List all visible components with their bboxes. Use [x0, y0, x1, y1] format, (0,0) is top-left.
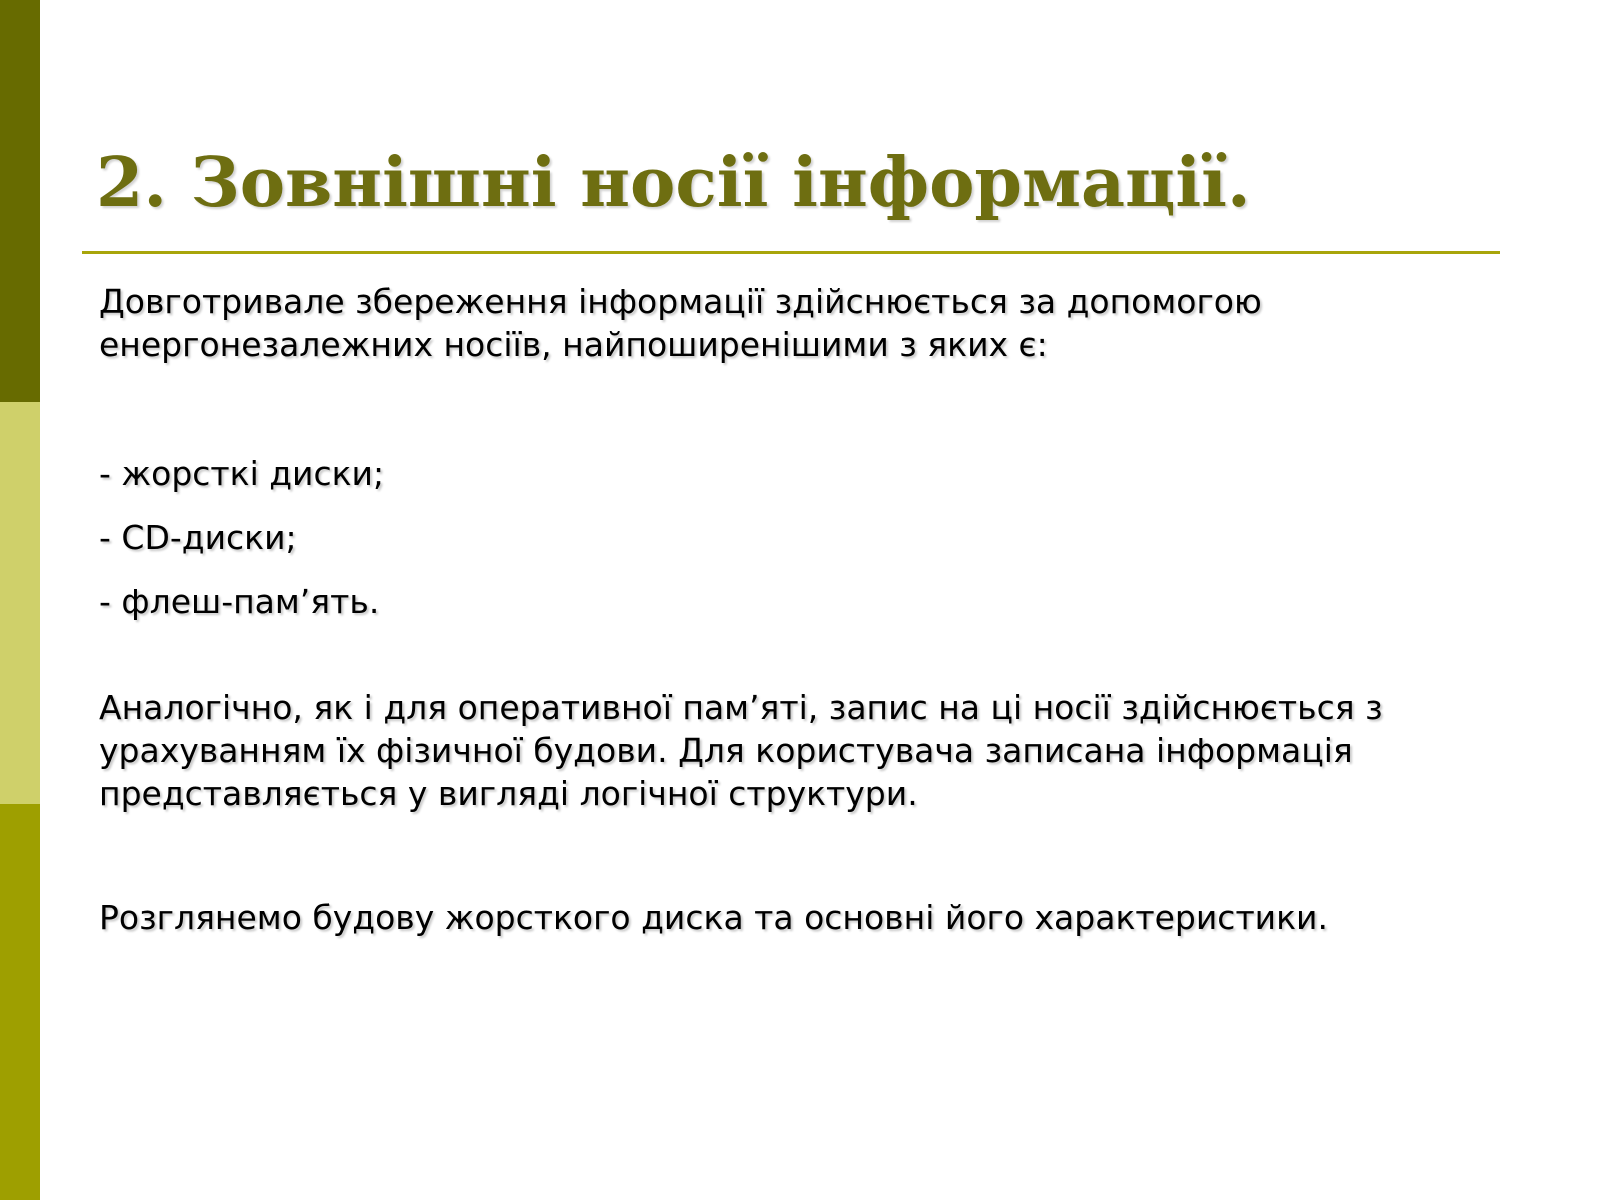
side-bar-middle: [0, 402, 40, 804]
list-item-hard-disks: - жорсткі диски;: [99, 454, 385, 493]
slide-title: 2. Зовнішні носії інформації.: [96, 143, 1251, 223]
intro-paragraph: Довготривале збереження інформації здійснюється за допомогою енергонезалежних носіїв, найпоширенішими з яких є:: [99, 282, 1262, 364]
structure-paragraph: [99, 686, 1529, 815]
title-underline: [82, 251, 1500, 254]
list-item-cd-disks: - CD-диски;: [99, 518, 297, 557]
side-bar-bottom: [0, 804, 40, 1200]
slide-body: [99, 280, 1529, 939]
structure-paragraph-line: урахуванням їх фізичної будови. Для користувача записана інформація: [99, 731, 1353, 770]
list-item-flash-memory: - флеш-пам’ять.: [99, 582, 380, 621]
side-bar-top: [0, 0, 40, 402]
structure-paragraph-line: представляється у вигляді логічної структури.: [99, 774, 918, 813]
closing-paragraph: Розглянемо будову жорсткого диска та основні його характеристики.: [99, 898, 1328, 937]
structure-paragraph-line: Аналогічно, як і для оперативної пам’яті, запис на ці носії здійснюється з: [99, 688, 1383, 727]
